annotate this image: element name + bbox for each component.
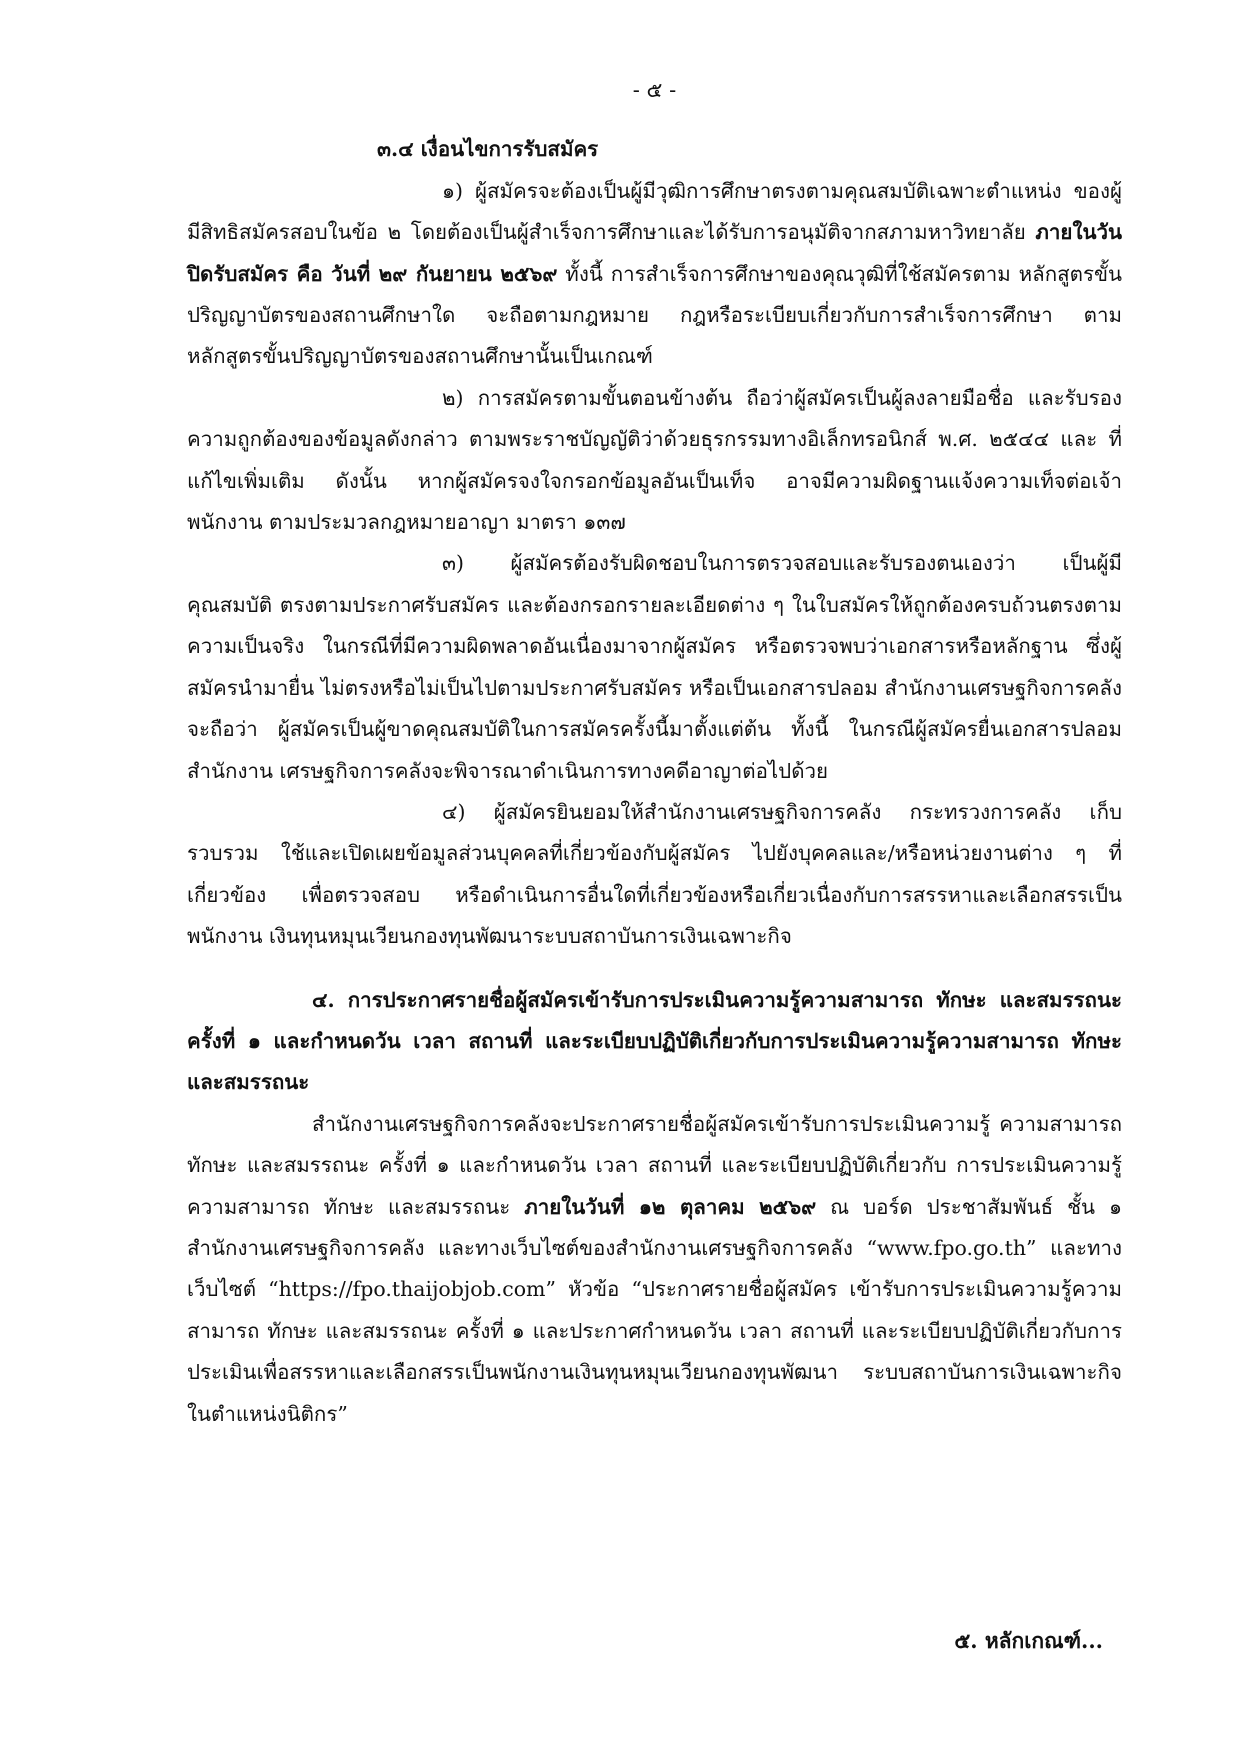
page-number: - ๕ - (632, 78, 677, 102)
condition-item-1-deadline: ภายในวันปิดรับสมัคร คือ วันที่ ๒๙ กันยายน ๒๕๖๙ (187, 220, 1122, 286)
section-3-4-title: ๓.๔ เงื่อนไขการรับสมัคร (377, 137, 599, 162)
condition-item-1-lead: ๑) ผู้สมัครจะต้องเป็นผู้มีวุฒิการศึกษาตรงตามคุณสมบัติเฉพาะตำแหน่ง ของผู้มีสิทธิสมัครสอบในข้อ ๒ โดยต้องเป็นผู้สำเร็จการศึกษาและได้รับการอนุมัติจากสภามหาวิทยาลัย (187, 178, 1122, 245)
condition-item-1-tail: ทั้งนี้ การสำเร็จการศึกษาของคุณวุฒิที่ใช้สมัครตาม หลักสูตรขั้นปริญญาบัตรของสถานศึกษาใด จะถือตามกฎหมาย กฎหรือระเบียบเกี่ยวกับการสำเร็จการศึกษา ตามหลักสูตรขั้นปริญญาบัตรของสถานศึกษานั้นเป็นเกณฑ์ (187, 261, 1123, 369)
section-gap (187, 958, 1122, 980)
section-4-body (187, 1104, 1122, 1435)
section-4-body-date: ภายในวันที่ ๑๒ ตุลาคม ๒๕๖๙ (524, 1194, 817, 1219)
section-4-heading: ๔. การประกาศรายชื่อผู้สมัครเข้ารับการประเมินความรู้ความสามารถ ทักษะ และสมรรถนะ ครั้งที่ ๑ และกำหนดวัน เวลา สถานที่ และระเบียบปฏิบัติเกี่ยวกับการประเมินความรู้ความสามารถ ทักษะ และสมรรถนะ (187, 987, 1122, 1095)
condition-item-1 (187, 171, 1122, 378)
section-4-body-tail: ณ บอร์ด ประชาสัมพันธ์ ชั้น ๑ สำนักงานเศรษฐกิจการคลัง และทางเว็บไซต์ของสำนักงานเศรษฐกิจการคลัง “www.fpo.go.th” และทางเว็บไซต์ “https://fpo.thaijobjob.com” หัวข้อ “ประกาศรายชื่อผู้สมัคร เข้ารับการประเมินความรู้ความสามารถ ทักษะ และสมรรถนะ ครั้งที่ ๑ และประกาศกำหนดวัน เวลา สถานที่ และระเบียบปฏิบัติเกี่ยวกับการประเมินเพื่อสรรหาและเลือกสรรเป็นพนักงานเงินทุนหมุนเวียนกองทุนพัฒนา ระบบสถาบันการเงินเฉพาะกิจในตำแหน่งนิติกร” (187, 1194, 1122, 1426)
condition-item-3: ๓) ผู้สมัครต้องรับผิดชอบในการตรวจสอบและรับรองตนเองว่า เป็นผู้มีคุณสมบัติ ตรงตามประกาศรับสมัคร และต้องกรอกรายละเอียดต่าง ๆ ในใบสมัครให้ถูกต้องครบถ้วนตรงตามความเป็นจริง ในกรณีที่มีความผิดพลาดอันเนื่องมาจากผู้สมัคร หรือตรวจพบว่าเอกสารหรือหลักฐาน ซึ่งผู้สมัครนำมายื่น ไม่ตรงหรือไม่เป็นไปตามประกาศรับสมัคร หรือเป็นเอกสารปลอม สำนักงานเศรษฐกิจการคลังจะถือว่า ผู้สมัครเป็นผู้ขาดคุณสมบัติในการสมัครครั้งนี้มาตั้งแต่ต้น ทั้งนี้ ในกรณีผู้สมัครยื่นเอกสารปลอม สำนักงาน เศรษฐกิจการคลังจะพิจารณาดำเนินการทางคดีอาญาต่อไปด้วย (187, 551, 1122, 783)
section-4-body-lead: สำนักงานเศรษฐกิจการคลังจะประกาศรายชื่อผู้สมัครเข้ารับการประเมินความรู้ ความสามารถ ทักษะ และสมรรถนะ ครั้งที่ ๑ และกำหนดวัน เวลา สถานที่ และระเบียบปฏิบัติเกี่ยวกับ การประเมินความรู้ความสามารถ ทักษะ และสมรรถนะ (187, 1111, 1122, 1219)
condition-item-2: ๒) การสมัครตามขั้นตอนข้างต้น ถือว่าผู้สมัครเป็นผู้ลงลายมือชื่อ และรับรอง ความถูกต้องของข้อมูลดังกล่าว ตามพระราชบัญญัติว่าด้วยธุรกรรมทางอิเล็กทรอนิกส์ พ.ศ. ๒๕๔๔ และ ที่แก้ไขเพิ่มเติม ดังนั้น หากผู้สมัครจงใจกรอกข้อมูลอันเป็นเท็จ อาจมีความผิดฐานแจ้งความเท็จต่อเจ้าพนักงาน ตามประมวลกฎหมายอาญา มาตรา ๑๓๗ (187, 385, 1122, 535)
next-page-continuation: ๕. หลักเกณฑ์... (954, 1628, 1103, 1653)
condition-item-4: ๔) ผู้สมัครยินยอมให้สำนักงานเศรษฐกิจการคลัง กระทรวงการคลัง เก็บ รวบรวม ใช้และเปิดเผยข้อมูลส่วนบุคคลที่เกี่ยวข้องกับผู้สมัคร ไปยังบุคคลและ/หรือหน่วยงานต่าง ๆ ที่เกี่ยวข้อง เพื่อตรวจสอบ หรือดำเนินการอื่นใดที่เกี่ยวข้องหรือเกี่ยวเนื่องกับการสรรหาและเลือกสรรเป็นพนักงาน เงินทุนหมุนเวียนกองทุนพัฒนาระบบสถาบันการเงินเฉพาะกิจ (187, 799, 1122, 949)
